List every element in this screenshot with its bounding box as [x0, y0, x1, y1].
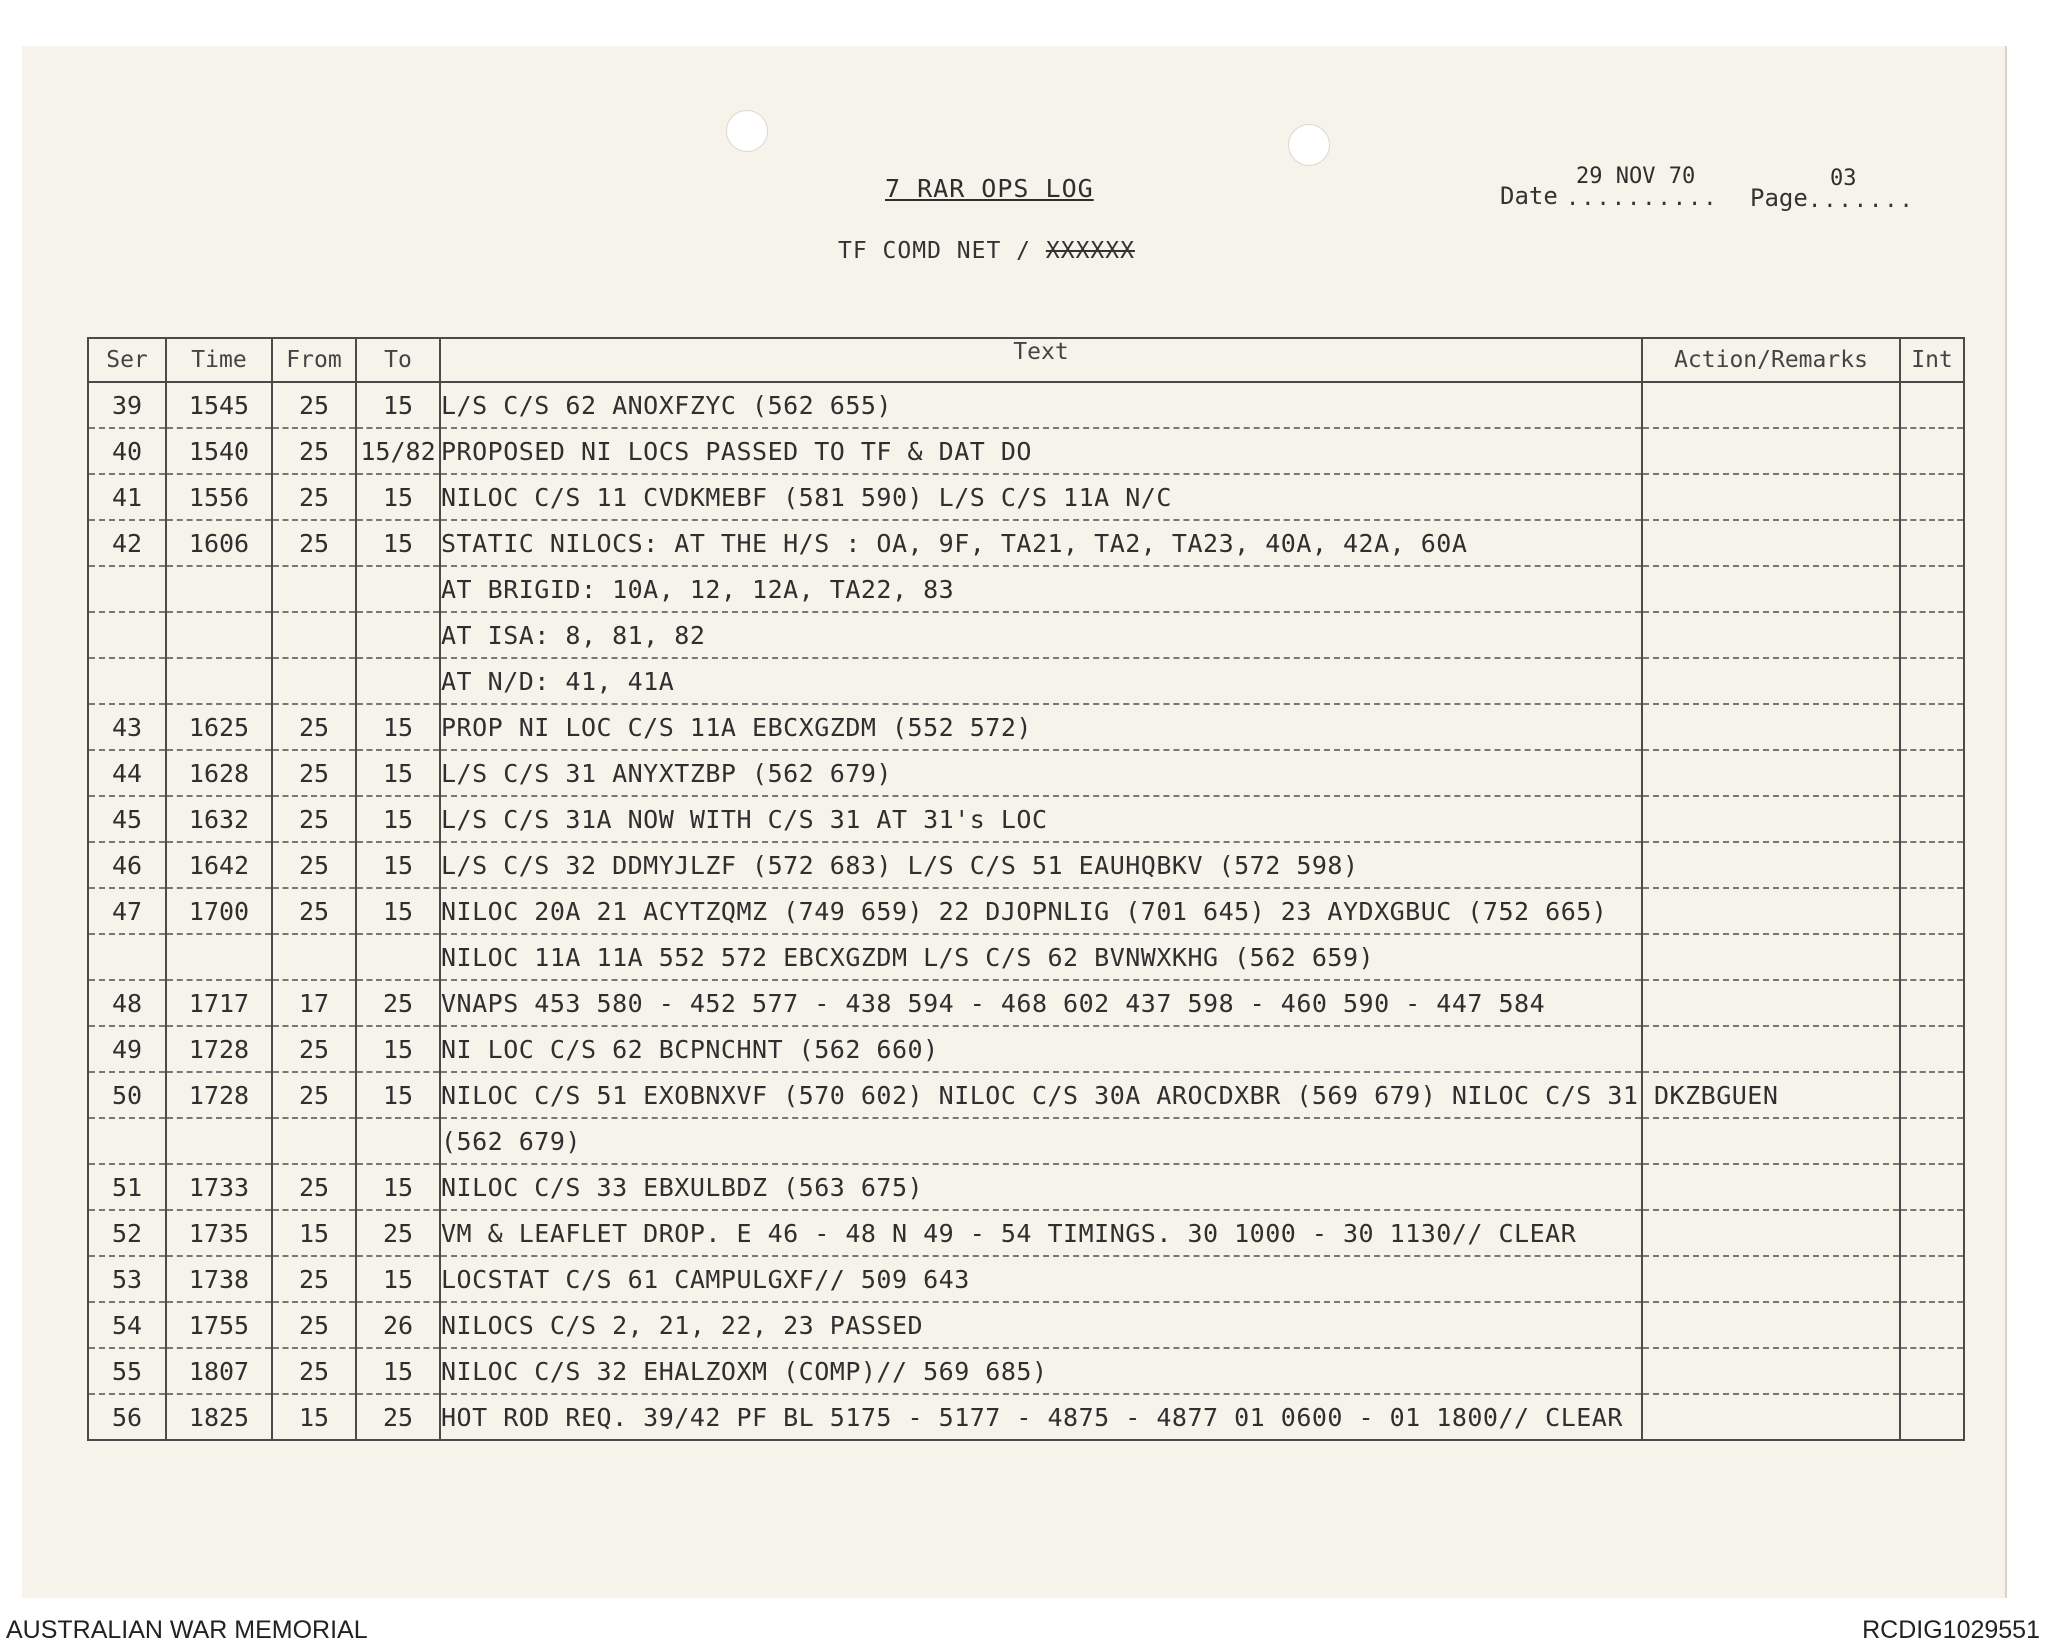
- col-header-to: To: [356, 338, 440, 382]
- cell-text: (562 679): [440, 1118, 1642, 1164]
- table-row: [88, 934, 1964, 980]
- cell-int: [1900, 428, 1964, 474]
- cell-ser: 49: [88, 1026, 166, 1072]
- cell-action-remarks: [1642, 1118, 1900, 1164]
- footer-institution: AUSTRALIAN WAR MEMORIAL: [6, 1616, 368, 1644]
- cell-ser: 50: [88, 1072, 166, 1118]
- cell-ser: 54: [88, 1302, 166, 1348]
- net-subtitle: [838, 238, 1135, 264]
- cell-text: AT ISA: 8, 81, 82: [440, 612, 1642, 658]
- cell-time: 1632: [166, 796, 272, 842]
- table-row: [88, 980, 1964, 1026]
- table-row: [88, 1118, 1964, 1164]
- cell-action-remarks: [1642, 888, 1900, 934]
- ops-log-table: [87, 337, 1965, 1441]
- table-header-row: [88, 338, 1964, 382]
- table-row: [88, 382, 1964, 428]
- struck-text: XXXXXX: [1045, 238, 1135, 264]
- cell-int: [1900, 1026, 1964, 1072]
- cell-text: VM & LEAFLET DROP. E 46 - 48 N 49 - 54 TIMINGS. 30 1000 - 30 1130// CLEAR: [440, 1210, 1642, 1256]
- cell-ser: [88, 934, 166, 980]
- table-row: [88, 796, 1964, 842]
- cell-action-remarks: [1642, 382, 1900, 428]
- cell-to: 15: [356, 382, 440, 428]
- col-header-from: From: [272, 338, 356, 382]
- cell-text: NILOC C/S 33 EBXULBDZ (563 675): [440, 1164, 1642, 1210]
- cell-int: [1900, 1118, 1964, 1164]
- cell-int: [1900, 1072, 1964, 1118]
- cell-time: 1700: [166, 888, 272, 934]
- cell-int: [1900, 934, 1964, 980]
- net-name: TF COMD NET /: [838, 238, 1046, 264]
- cell-text: NILOC C/S 11 CVDKMEBF (581 590) L/S C/S 11A N/C: [440, 474, 1642, 520]
- cell-text: LOCSTAT C/S 61 CAMPULGXF// 509 643: [440, 1256, 1642, 1302]
- cell-from: 25: [272, 704, 356, 750]
- cell-int: [1900, 842, 1964, 888]
- table-row: [88, 1256, 1964, 1302]
- cell-to: 15: [356, 520, 440, 566]
- table-body: [88, 382, 1964, 1440]
- cell-from: 25: [272, 428, 356, 474]
- table-row: [88, 1394, 1964, 1440]
- page-value: 03: [1830, 166, 1857, 191]
- cell-time: [166, 612, 272, 658]
- cell-from: 25: [272, 796, 356, 842]
- cell-int: [1900, 1302, 1964, 1348]
- cell-ser: 41: [88, 474, 166, 520]
- cell-to: 25: [356, 980, 440, 1026]
- cell-from: 25: [272, 888, 356, 934]
- cell-text: NILOC C/S 32 EHALZOXM (COMP)// 569 685): [440, 1348, 1642, 1394]
- col-header-ser: Ser: [88, 338, 166, 382]
- table-row: [88, 888, 1964, 934]
- cell-action-remarks: [1642, 520, 1900, 566]
- cell-ser: 48: [88, 980, 166, 1026]
- cell-action-remarks: [1642, 934, 1900, 980]
- cell-from: [272, 566, 356, 612]
- cell-time: 1717: [166, 980, 272, 1026]
- cell-ser: 52: [88, 1210, 166, 1256]
- cell-to: 15: [356, 704, 440, 750]
- cell-time: [166, 934, 272, 980]
- col-header-time: Time: [166, 338, 272, 382]
- cell-text: STATIC NILOCS: AT THE H/S : OA, 9F, TA21, TA2, TA23, 40A, 42A, 60A: [440, 520, 1642, 566]
- cell-action-remarks: [1642, 1210, 1900, 1256]
- cell-from: 25: [272, 1164, 356, 1210]
- cell-to: [356, 612, 440, 658]
- cell-to: 15: [356, 1348, 440, 1394]
- cell-time: 1825: [166, 1394, 272, 1440]
- cell-int: [1900, 796, 1964, 842]
- cell-from: 25: [272, 1072, 356, 1118]
- cell-to: [356, 658, 440, 704]
- cell-time: [166, 1118, 272, 1164]
- cell-time: 1625: [166, 704, 272, 750]
- page-label: Page: [1750, 184, 1808, 212]
- col-header-text: Text: [440, 338, 1642, 382]
- cell-action-remarks: [1642, 1394, 1900, 1440]
- cell-action-remarks: [1642, 750, 1900, 796]
- cell-time: 1628: [166, 750, 272, 796]
- cell-to: 15: [356, 796, 440, 842]
- cell-to: [356, 934, 440, 980]
- cell-from: 25: [272, 1026, 356, 1072]
- cell-int: [1900, 520, 1964, 566]
- cell-action-remarks: [1642, 612, 1900, 658]
- cell-time: 1728: [166, 1026, 272, 1072]
- cell-ser: 53: [88, 1256, 166, 1302]
- cell-int: [1900, 612, 1964, 658]
- cell-from: 25: [272, 520, 356, 566]
- cell-to: 15/82: [356, 428, 440, 474]
- cell-from: 15: [272, 1394, 356, 1440]
- cell-ser: 43: [88, 704, 166, 750]
- cell-time: 1540: [166, 428, 272, 474]
- cell-to: 25: [356, 1394, 440, 1440]
- cell-int: [1900, 1348, 1964, 1394]
- table-row: [88, 474, 1964, 520]
- cell-int: [1900, 1394, 1964, 1440]
- cell-text: NILOC C/S 51 EXOBNXVF (570 602) NILOC C/S 30A AROCDXBR (569 679) NILOC C/S 31 DKZBGUEN: [440, 1072, 1642, 1118]
- cell-text: NILOC 11A 11A 552 572 EBCXGZDM L/S C/S 62 BVNWXKHG (562 659): [440, 934, 1642, 980]
- table-row: [88, 1348, 1964, 1394]
- cell-ser: [88, 1118, 166, 1164]
- cell-action-remarks: [1642, 428, 1900, 474]
- cell-ser: 45: [88, 796, 166, 842]
- table-row: [88, 612, 1964, 658]
- cell-action-remarks: [1642, 796, 1900, 842]
- cell-text: VNAPS 453 580 - 452 577 - 438 594 - 468 602 437 598 - 460 590 - 447 584: [440, 980, 1642, 1026]
- table-row: [88, 428, 1964, 474]
- cell-text: HOT ROD REQ. 39/42 PF BL 5175 - 5177 - 4875 - 4877 01 0600 - 01 1800// CLEAR: [440, 1394, 1642, 1440]
- cell-text: AT BRIGID: 10A, 12, 12A, TA22, 83: [440, 566, 1642, 612]
- table-row: [88, 1026, 1964, 1072]
- cell-ser: [88, 658, 166, 704]
- cell-text: L/S C/S 31A NOW WITH C/S 31 AT 31's LOC: [440, 796, 1642, 842]
- cell-time: 1807: [166, 1348, 272, 1394]
- cell-to: 15: [356, 1256, 440, 1302]
- cell-int: [1900, 1164, 1964, 1210]
- cell-text: PROPOSED NI LOCS PASSED TO TF & DAT DO: [440, 428, 1642, 474]
- cell-from: [272, 658, 356, 704]
- log-title: 7 RAR OPS LOG: [885, 174, 1094, 203]
- cell-action-remarks: [1642, 1302, 1900, 1348]
- cell-from: 15: [272, 1210, 356, 1256]
- cell-text: AT N/D: 41, 41A: [440, 658, 1642, 704]
- cell-text: NILOCS C/S 2, 21, 22, 23 PASSED: [440, 1302, 1642, 1348]
- cell-to: [356, 1118, 440, 1164]
- cell-action-remarks: [1642, 704, 1900, 750]
- cell-action-remarks: [1642, 1256, 1900, 1302]
- table-row: [88, 1164, 1964, 1210]
- cell-time: [166, 566, 272, 612]
- table-row: [88, 750, 1964, 796]
- cell-to: 15: [356, 888, 440, 934]
- cell-text: NI LOC C/S 62 BCPNCHNT (562 660): [440, 1026, 1642, 1072]
- cell-time: 1556: [166, 474, 272, 520]
- page-dots: .......: [1808, 188, 1915, 213]
- cell-ser: 47: [88, 888, 166, 934]
- cell-time: 1735: [166, 1210, 272, 1256]
- cell-int: [1900, 474, 1964, 520]
- cell-from: 25: [272, 382, 356, 428]
- cell-from: 25: [272, 842, 356, 888]
- table-row: [88, 1302, 1964, 1348]
- cell-action-remarks: [1642, 1348, 1900, 1394]
- cell-to: 25: [356, 1210, 440, 1256]
- table-row: [88, 842, 1964, 888]
- cell-action-remarks: [1642, 474, 1900, 520]
- cell-int: [1900, 888, 1964, 934]
- date-value: 29 NOV 70: [1576, 164, 1696, 189]
- cell-time: 1545: [166, 382, 272, 428]
- cell-ser: 39: [88, 382, 166, 428]
- table-row: [88, 520, 1964, 566]
- cell-int: [1900, 566, 1964, 612]
- cell-from: [272, 612, 356, 658]
- cell-to: 15: [356, 1072, 440, 1118]
- table-row: [88, 1210, 1964, 1256]
- punch-hole-left: [726, 110, 768, 152]
- cell-time: [166, 658, 272, 704]
- cell-from: 25: [272, 1256, 356, 1302]
- cell-int: [1900, 980, 1964, 1026]
- cell-action-remarks: [1642, 658, 1900, 704]
- cell-to: 15: [356, 1026, 440, 1072]
- cell-ser: 55: [88, 1348, 166, 1394]
- cell-int: [1900, 704, 1964, 750]
- cell-ser: [88, 566, 166, 612]
- cell-int: [1900, 750, 1964, 796]
- cell-text: L/S C/S 31 ANYXTZBP (562 679): [440, 750, 1642, 796]
- cell-ser: 42: [88, 520, 166, 566]
- cell-action-remarks: [1642, 1164, 1900, 1210]
- punch-hole-right: [1288, 124, 1330, 166]
- cell-ser: 40: [88, 428, 166, 474]
- cell-to: 15: [356, 1164, 440, 1210]
- cell-int: [1900, 1256, 1964, 1302]
- cell-time: 1642: [166, 842, 272, 888]
- cell-from: [272, 934, 356, 980]
- cell-from: [272, 1118, 356, 1164]
- cell-to: 26: [356, 1302, 440, 1348]
- cell-from: 25: [272, 750, 356, 796]
- cell-to: 15: [356, 842, 440, 888]
- date-label: Date: [1500, 182, 1558, 210]
- cell-time: 1755: [166, 1302, 272, 1348]
- cell-from: 17: [272, 980, 356, 1026]
- cell-action-remarks: [1642, 842, 1900, 888]
- cell-time: 1728: [166, 1072, 272, 1118]
- footer-reference: RCDIG1029551: [1862, 1616, 2040, 1644]
- cell-ser: 46: [88, 842, 166, 888]
- cell-ser: 44: [88, 750, 166, 796]
- cell-ser: 51: [88, 1164, 166, 1210]
- table-row: [88, 1072, 1964, 1118]
- cell-text: L/S C/S 32 DDMYJLZF (572 683) L/S C/S 51 EAUHQBKV (572 598): [440, 842, 1642, 888]
- cell-action-remarks: [1642, 980, 1900, 1026]
- cell-int: [1900, 382, 1964, 428]
- cell-from: 25: [272, 474, 356, 520]
- table-row: [88, 566, 1964, 612]
- cell-to: [356, 566, 440, 612]
- col-header-action-remarks: Action/Remarks: [1642, 338, 1900, 382]
- date-dots: ..........: [1566, 186, 1719, 211]
- col-header-int: Int: [1900, 338, 1964, 382]
- cell-time: 1738: [166, 1256, 272, 1302]
- cell-text: L/S C/S 62 ANOXFZYC (562 655): [440, 382, 1642, 428]
- cell-to: 15: [356, 474, 440, 520]
- cell-int: [1900, 1210, 1964, 1256]
- cell-ser: 56: [88, 1394, 166, 1440]
- table-row: [88, 658, 1964, 704]
- cell-int: [1900, 658, 1964, 704]
- cell-from: 25: [272, 1348, 356, 1394]
- cell-time: 1733: [166, 1164, 272, 1210]
- cell-to: 15: [356, 750, 440, 796]
- table-row: [88, 704, 1964, 750]
- cell-ser: [88, 612, 166, 658]
- cell-time: 1606: [166, 520, 272, 566]
- cell-from: 25: [272, 1302, 356, 1348]
- cell-action-remarks: [1642, 566, 1900, 612]
- cell-action-remarks: [1642, 1026, 1900, 1072]
- cell-text: PROP NI LOC C/S 11A EBCXGZDM (552 572): [440, 704, 1642, 750]
- cell-text: NILOC 20A 21 ACYTZQMZ (749 659) 22 DJOPNLIG (701 645) 23 AYDXGBUC (752 665): [440, 888, 1642, 934]
